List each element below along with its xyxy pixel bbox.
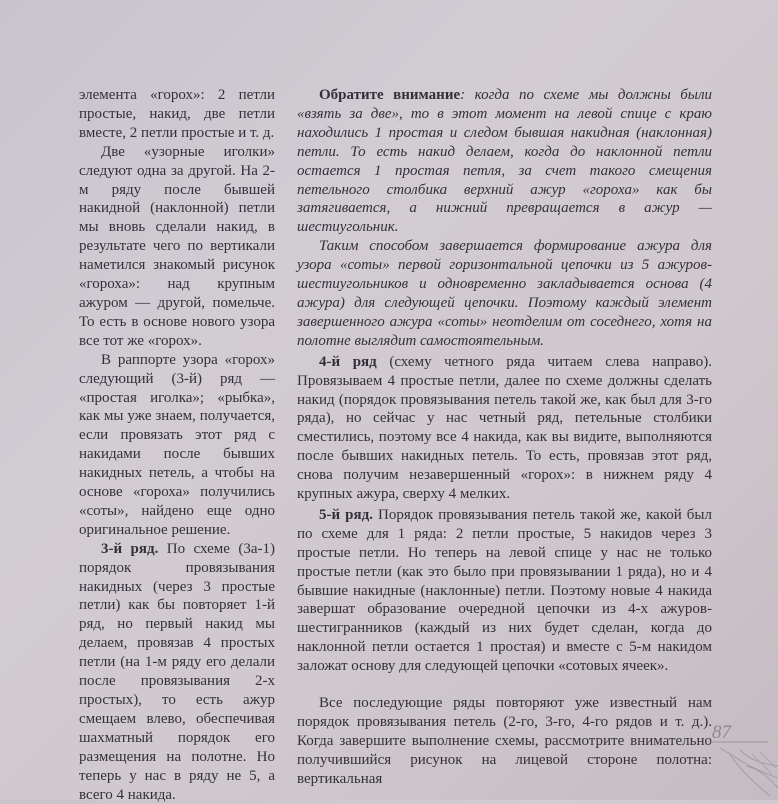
row-5-heading: 5-й ряд. [319, 506, 373, 523]
left-column [79, 86, 275, 804]
right-column [297, 86, 712, 789]
row-4-heading: 4-й ряд [319, 353, 377, 370]
row-5-text: Порядок провязывания петель такой же, какой был по схеме для 1 ряда: 2 петли простые, 5 накидов через 3 простые петли. Но теперь на левой спице у нас не только простые петли (как это было при провязывании 1 ряда), но и 4 бывшие накидные (наклонные) петли. Поэтому новые 4 накида завершат образование очередной цепочки из 4-х ажуров-шестигранников (каждый из них будет сделан, когда до наклонной петли остается 1 простая) и вместе с 5-м накидом заложат основу для следующей цепочки «сотовых ячеек». [297, 506, 712, 675]
paragraph-rapport: В раппорте узора «горох» следующий (3-й) ряд — «простая иголка»; «рыбка», как мы уже знаем, получается, если провязать этот ряд с накидами после бывших накидных петель, а чтобы на основе «гороха» получились «соты», найдено еще одно оригинальное решение. [79, 351, 275, 538]
paragraph-subsequent-rows: Все последующие ряды повторяют уже известный нам порядок провязывания петель (2-го, 3-го, 4-го рядов и т. д.). Когда завершите выполнение схемы, рассмотрите внимательно получившийся рисунок на лицевой стороне полотна: вертикальная [297, 695, 712, 787]
row-3-heading: 3-й ряд. [101, 540, 159, 557]
knitting-ornament-icon [600, 738, 778, 800]
page-number: 87 [712, 722, 731, 743]
note-text: : когда по схеме мы должны были «взять за две», то в этот момент на левой спице с краю находились 1 простая и следом бывшая накидная (наклонная) петли. То есть накид делаем, когда до наклонной петли остается 1 простая петля, за счет такого смещения петельного столбика верхний ажур «гороха» как бы затягивается, а нижний превращается в ажур — шестиугольник. [297, 87, 713, 236]
paragraph-continuation: элемента «горох»: 2 петли простые, накид, две петли вместе, 2 петли простые и т. д. [79, 87, 275, 141]
paragraph-row-4 [297, 353, 712, 504]
row-3-text: По схеме (3а-1) порядок провязывания накидных (через 3 простые петли) как бы повторяет 1-й ряд, но первый накид мы делаем, провязав 4 простых петли (на 1-м ряду его делали после провязывания 2-х простых), то есть ажур смещаем влево, обеспечивая шахматный порядок его размещения на полотне. Но теперь у нас в ряду не 5, а всего 4 накида. [79, 540, 275, 803]
note-paragraph [297, 86, 712, 237]
paragraph-soty: Таким способом завершается формирование ажура для узора «соты» первой горизонтальной цепочки из 5 ажуров-шестиугольников и одновременно закладывается основа (4 ажура) для следующей цепочки. Поэтому каждый элемент завершенного ажура «соты» неотделим от соседнего, хотя на полотне выглядит самостоятельным. [297, 238, 712, 349]
paragraph-row-3 [79, 540, 275, 804]
row-4-text: (схему четного ряда читаем слева направо). Провязываем 4 простые петли, далее по схеме должны сделать накид (порядок провязывания петель такой же, как был для 3-го ряда), но сейчас у нас четный ряд, петельные столбики сместились, поэтому все 4 накида, как вы видите, выполняются после бывших накидных петель. То есть, провязав этот ряд, снова получим незавершенный «горох»: в нижнем ряду 4 крупных ажура, сверху 4 мелких. [297, 353, 713, 503]
paragraph-row-5 [297, 506, 712, 676]
paragraph-pattern-needles: Две «узорные иголки» следуют одна за другой. На 2-м ряду после бывшей накидной (наклонной) петли мы вновь сделали накид, в результате чего по вертикали наметился знакомый рисунок «гороха»: над крупным ажуром — другой, помельче. То есть в основе нового узора все тот же «горох». [79, 143, 275, 349]
note-heading: Обратите внимание [319, 87, 461, 103]
